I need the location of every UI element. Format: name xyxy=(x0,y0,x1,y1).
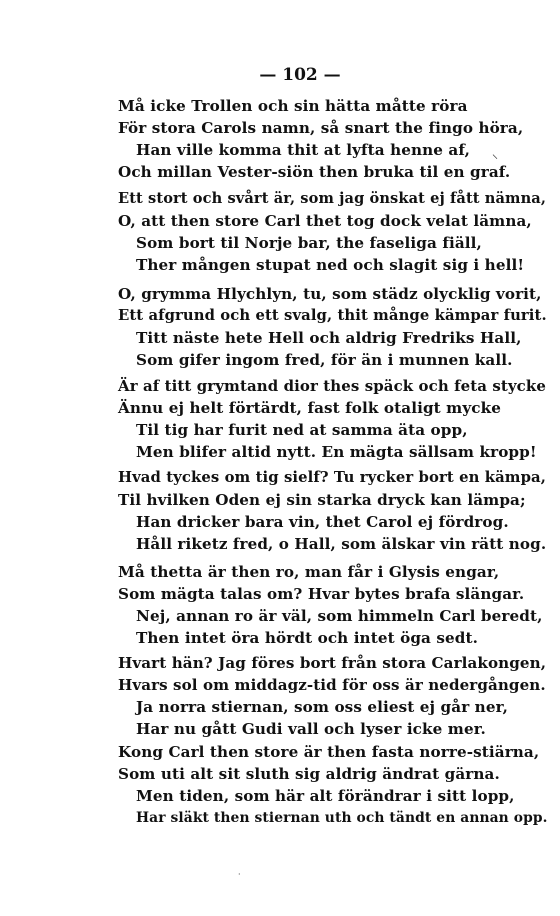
verse-line: Til tig har furit ned at samma äta opp, xyxy=(136,421,468,439)
verse-line: Må icke Trollen och sin hätta måtte röra xyxy=(118,97,468,115)
verse-line: Som uti alt sit sluth sig aldrig ändrat gärna. xyxy=(118,765,500,783)
verse-line: Ett afgrund och ett svalg, thit månge kämpar furit. xyxy=(118,307,547,324)
verse-line: Som gifer ingom fred, för än i munnen kall. xyxy=(136,351,513,369)
stanza-8 xyxy=(118,741,548,829)
verse-line: Hvad tyckes om tig sielf? Tu rycker bort en kämpa, xyxy=(118,469,546,486)
verse-line: Och millan Vester-siön then bruka til en graf. xyxy=(118,163,511,181)
stanza-6 xyxy=(118,561,543,649)
verse-line: Hvars sol om middagz-tid för oss är nedergången. xyxy=(118,676,546,694)
verse-line: Må thetta är then ro, man får i Glysis engar, xyxy=(118,563,500,581)
verse-line: Ja norra stiernan, som oss eliest ej går ner, xyxy=(136,698,508,716)
stanza-5 xyxy=(118,467,547,555)
verse-line: Til hvilken Oden ej sin starka dryck kan lämpa; xyxy=(118,491,526,509)
verse-line: Ett stort och svårt är, som jag önskat ej fått nämna, xyxy=(118,190,546,207)
verse-line: Han ville komma thit at lyfta henne af, xyxy=(136,141,471,159)
verse-line: Titt näste hete Hell och aldrig Fredriks Hall, xyxy=(136,329,522,347)
verse-line: Nej, annan ro är väl, som himmeln Carl beredt, xyxy=(136,607,543,625)
verse-line: Ännu ej helt förtärdt, fast folk otaligt mycke xyxy=(118,399,501,417)
verse-line: Hvart hän? Jag föres bort från stora Carlakongen, xyxy=(118,654,547,672)
verse-line: Then intet öra hördt och intet öga sedt. xyxy=(136,629,478,647)
verse-line: Som mägta talas om? Hvar bytes brafa slängar. xyxy=(118,585,525,603)
verse-line: Har släkt then stiernan uth och tändt en annan opp. xyxy=(136,810,548,826)
verse-line: Håll riketz fred, o Hall, som älskar vin rätt nog. xyxy=(136,535,547,553)
verse-line: Som bort til Norje bar, the faseliga fiäll, xyxy=(136,234,482,252)
verse-line: Men tiden, som här alt förändrar i sitt lopp, xyxy=(136,787,515,805)
ink-mark: ⸌ xyxy=(492,152,499,166)
verse-line: Han dricker bara vin, thet Carol ej fördrog. xyxy=(136,513,509,531)
verse-line: Men blifer altid nytt. En mägta sällsam kropp! xyxy=(136,443,537,461)
ink-dot: · xyxy=(238,870,241,879)
page-number: — 102 — xyxy=(259,65,341,85)
verse-line: Har nu gått Gudi vall och lyser icke mer. xyxy=(136,720,486,738)
verse-line: Ther mången stupat ned och slagit sig i hell! xyxy=(136,256,525,274)
verse-line: O, att then store Carl thet tog dock velat lämna, xyxy=(118,212,532,230)
stanza-2 xyxy=(118,188,546,276)
verse-line: Kong Carl then store är then fasta norre-stiärna, xyxy=(118,743,540,761)
verse-line: För stora Carols namn, så snart the fingo höra, xyxy=(118,119,524,137)
stanza-3 xyxy=(118,283,547,371)
stanza-7 xyxy=(118,652,547,740)
verse-line: Är af titt grymtand dior thes späck och feta stycke xyxy=(118,377,546,395)
stanza-4 xyxy=(118,375,546,463)
stanza-1 xyxy=(118,95,538,183)
verse-line: O, grymma Hlychlyn, tu, som städz olycklig vorit, xyxy=(118,285,542,303)
